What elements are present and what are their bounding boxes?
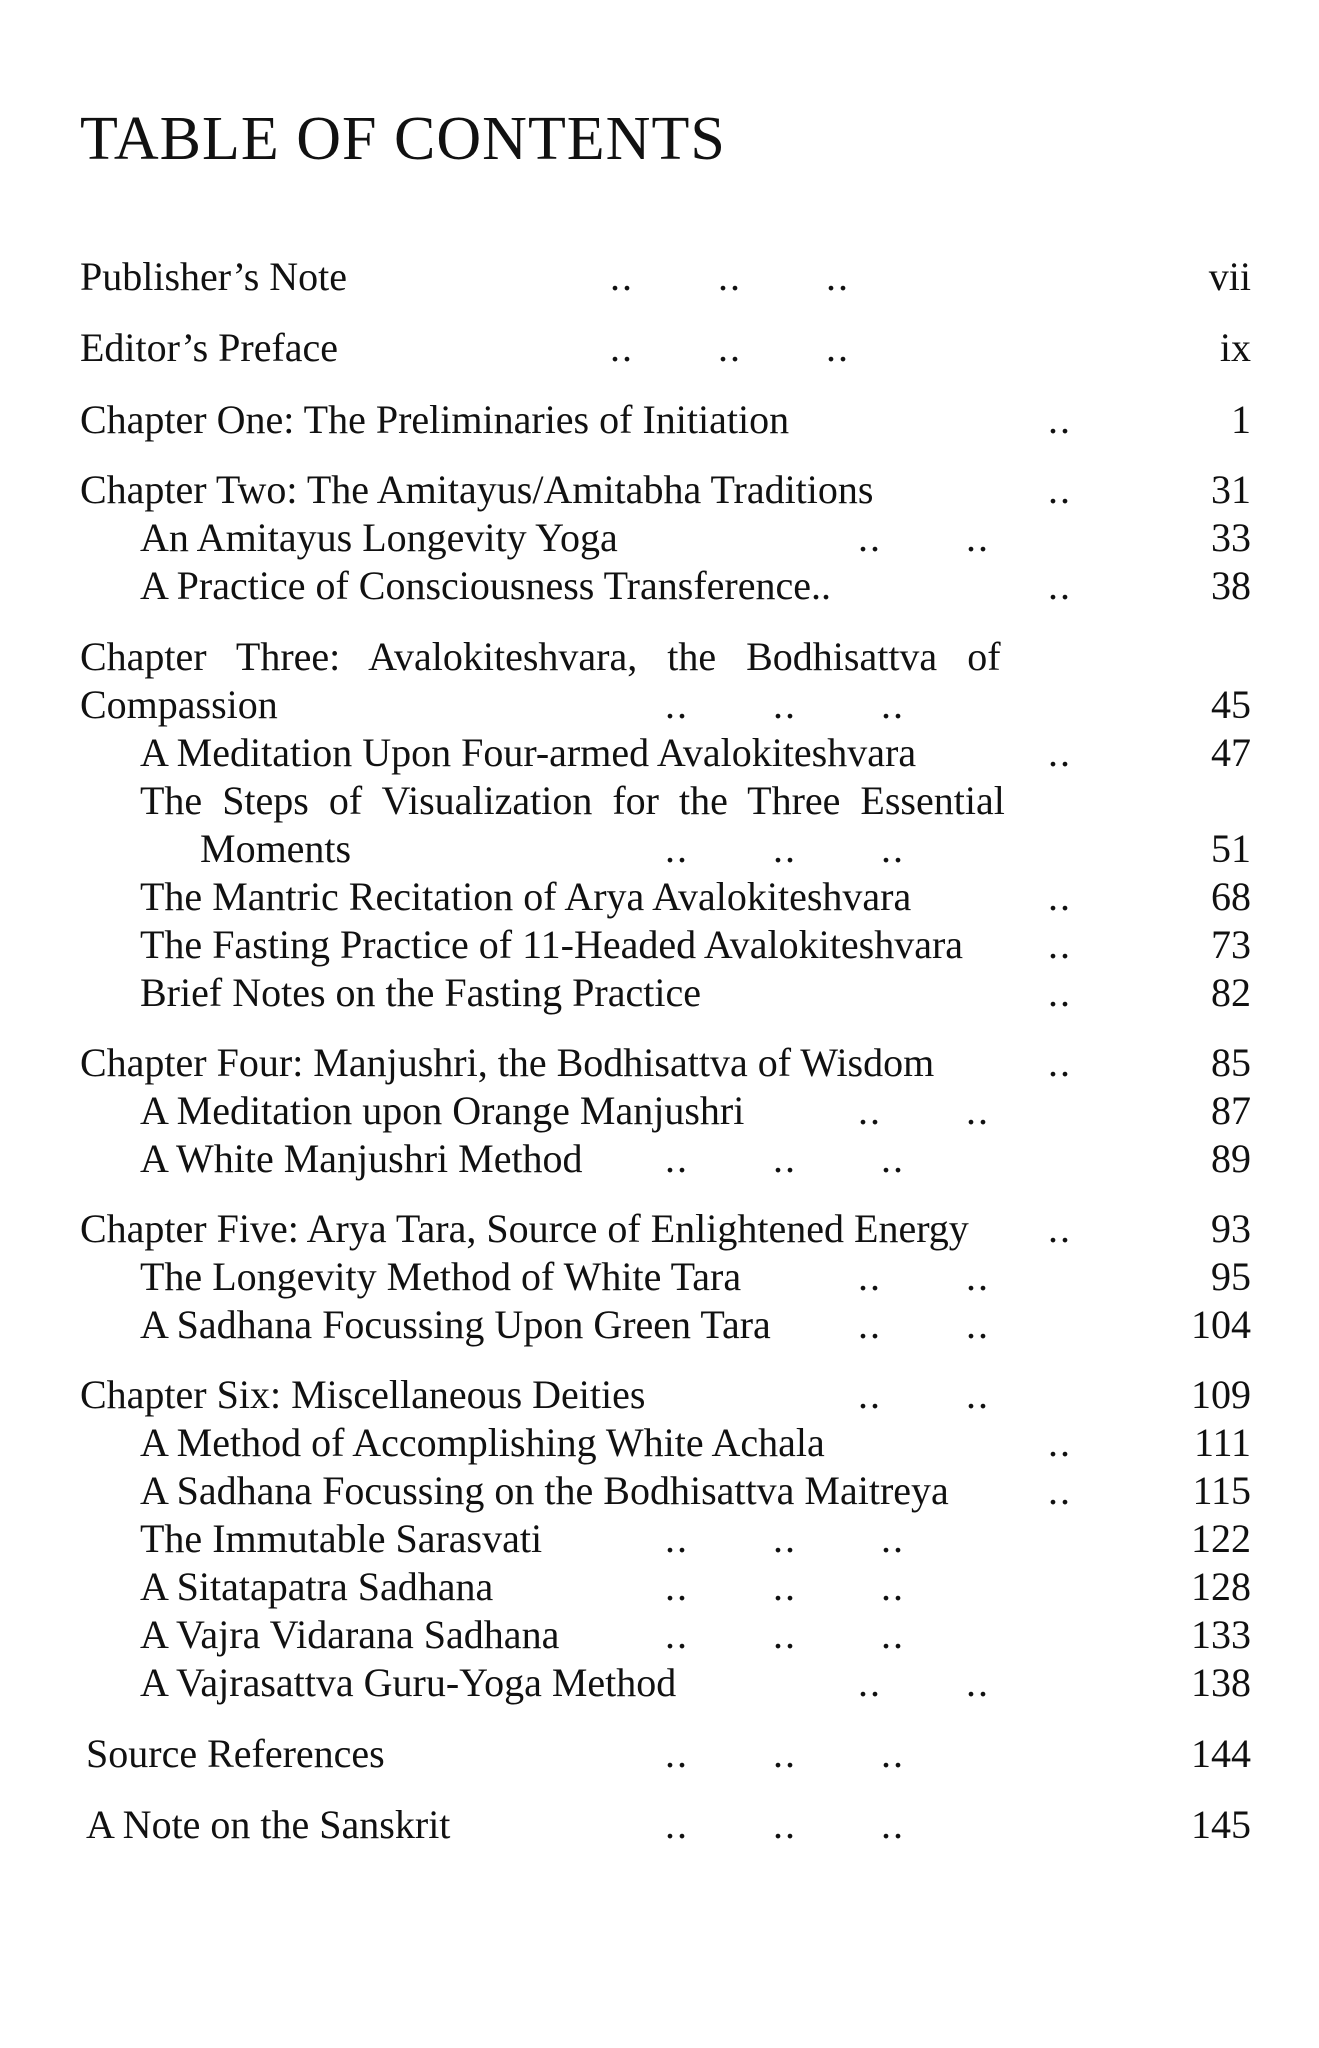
entry-label: Brief Notes on the Fasting Practice: [140, 970, 701, 1015]
toc-entry-consciousness-transference[interactable]: [0, 561, 1319, 611]
toc-entry-white-manjushri[interactable]: [0, 1134, 1319, 1184]
toc-entry-four-armed-avalokiteshvara[interactable]: [0, 728, 1319, 778]
page-number: 111: [1193, 1420, 1251, 1465]
page-number: 122: [1191, 1516, 1251, 1561]
entry-label: Chapter Five: Arya Tara, Source of Enlightened Energy: [80, 1206, 969, 1251]
entry-label: A Practice of Consciousness Transference..: [140, 563, 831, 608]
entry-label: Compassion: [80, 682, 278, 727]
entry-label: The Mantric Recitation of Arya Avalokiteshvara: [140, 874, 912, 919]
leader-dots: .. ..: [858, 1660, 990, 1705]
page-number: 138: [1191, 1660, 1251, 1705]
page-number: 85: [1211, 1040, 1251, 1085]
entry-label: Chapter Six: Miscellaneous Deities: [80, 1372, 646, 1417]
entry-label: A Note on the Sanskrit: [86, 1802, 451, 1847]
leader-dots: .. .. ..: [665, 1516, 905, 1561]
leader-dots: ..: [1048, 1040, 1072, 1085]
entry-label: Editor’s Preface: [80, 325, 339, 370]
toc-entry-vajra-vidarana[interactable]: [0, 1610, 1319, 1660]
page-number: 144: [1191, 1731, 1251, 1776]
entry-label: The Steps of Visualization for the Three Essential: [140, 778, 1005, 823]
page-number: 82: [1211, 970, 1251, 1015]
entry-label: Moments: [200, 826, 352, 871]
page-number: 145: [1191, 1802, 1251, 1847]
toc-entry-sitatapatra[interactable]: [0, 1562, 1319, 1612]
entry-label: A White Manjushri Method: [140, 1136, 583, 1181]
page-number: 1: [1231, 397, 1251, 442]
entry-label: A Vajrasattva Guru-Yoga Method: [140, 1660, 677, 1705]
leader-dots: .. .. ..: [665, 1136, 905, 1181]
entry-label: A Meditation Upon Four-armed Avalokiteshvara: [140, 730, 917, 775]
toc-entry-vajrasattva[interactable]: [0, 1658, 1319, 1708]
toc-entry-chapter-three-line2[interactable]: [0, 680, 1319, 730]
entry-label: A Sadhana Focussing Upon Green Tara: [140, 1302, 771, 1347]
page-number: 133: [1191, 1612, 1251, 1657]
toc-entry-orange-manjushri[interactable]: [0, 1086, 1319, 1136]
leader-dots: .. ..: [858, 515, 990, 560]
leader-dots: .. ..: [858, 1254, 990, 1299]
toc-entry-white-achala[interactable]: [0, 1418, 1319, 1468]
page-number: 33: [1211, 515, 1251, 560]
toc-entry-note-sanskrit[interactable]: [0, 1800, 1319, 1850]
entry-label: An Amitayus Longevity Yoga: [140, 515, 618, 560]
entry-label: A Sadhana Focussing on the Bodhisattva Maitreya: [140, 1468, 949, 1513]
leader-dots: ..: [1048, 1420, 1072, 1465]
leader-dots: ..: [1048, 730, 1072, 775]
page-number: 93: [1211, 1206, 1251, 1251]
leader-dots: ..: [1048, 1468, 1072, 1513]
entry-label: A Meditation upon Orange Manjushri: [140, 1088, 745, 1133]
leader-dots: .. ..: [858, 1372, 990, 1417]
toc-entry-maitreya[interactable]: [0, 1466, 1319, 1516]
page-number: 47: [1211, 730, 1251, 775]
toc-entry-chapter-six[interactable]: [0, 1370, 1319, 1420]
page-number: 73: [1211, 922, 1251, 967]
toc-entry-chapter-two[interactable]: [0, 465, 1319, 515]
page-number: 87: [1211, 1088, 1251, 1133]
leader-dots: ..: [1048, 970, 1072, 1015]
entry-label: A Method of Accomplishing White Achala: [140, 1420, 825, 1465]
entry-label: The Fasting Practice of 11-Headed Avalokiteshvara: [140, 922, 964, 967]
leader-dots: ..: [1048, 1206, 1072, 1251]
page-number: 68: [1211, 874, 1251, 919]
toc-entry-green-tara[interactable]: [0, 1300, 1319, 1350]
toc-entry-chapter-one[interactable]: [0, 395, 1319, 445]
toc-entry-fasting-practice[interactable]: [0, 920, 1319, 970]
toc-entry-longevity-white-tara[interactable]: [0, 1252, 1319, 1302]
page-number: ix: [1219, 325, 1251, 370]
entry-label: A Sitatapatra Sadhana: [140, 1564, 494, 1609]
toc-entry-steps-visualization-line2[interactable]: [0, 824, 1319, 874]
page-number: 128: [1191, 1564, 1251, 1609]
entry-label: Publisher’s Note: [80, 254, 348, 299]
leader-dots: ..: [1048, 563, 1072, 608]
entry-label: Chapter Two: The Amitayus/Amitabha Traditions: [80, 467, 874, 512]
entry-label: Chapter One: The Preliminaries of Initiation: [80, 397, 790, 442]
page-number: 95: [1211, 1254, 1251, 1299]
toc-entry-amitayus-longevity-yoga[interactable]: [0, 513, 1319, 563]
page-title: TABLE OF CONTENTS: [80, 105, 726, 173]
leader-dots: .. ..: [858, 1088, 990, 1133]
entry-label: Chapter Three: Avalokiteshvara, the Bodhisattva of: [80, 634, 1001, 679]
toc-entry-source-references[interactable]: [0, 1729, 1319, 1779]
leader-dots: .. .. ..: [610, 254, 850, 299]
toc-entry-editors-preface[interactable]: [0, 323, 1319, 373]
toc-entry-chapter-four[interactable]: [0, 1038, 1319, 1088]
leader-dots: .. .. ..: [665, 1802, 905, 1847]
entry-label: Chapter Four: Manjushri, the Bodhisattva of Wisdom: [80, 1040, 935, 1085]
page-number: 115: [1192, 1468, 1251, 1513]
toc-entry-chapter-three-line1[interactable]: [0, 632, 1319, 682]
entry-label: Source References: [86, 1731, 385, 1776]
entry-label: The Longevity Method of White Tara: [140, 1254, 742, 1299]
entry-label: The Immutable Sarasvati: [140, 1516, 543, 1561]
leader-dots: .. .. ..: [665, 682, 905, 727]
page-number: 45: [1211, 682, 1251, 727]
toc-entry-publishers-note[interactable]: [0, 252, 1319, 302]
leader-dots: .. ..: [858, 1302, 990, 1347]
leader-dots: .. .. ..: [665, 1612, 905, 1657]
page-number: 31: [1211, 467, 1251, 512]
page-number: 109: [1191, 1372, 1251, 1417]
toc-entry-steps-visualization-line1[interactable]: [0, 776, 1319, 826]
page-number: 89: [1211, 1136, 1251, 1181]
entry-label: A Vajra Vidarana Sadhana: [140, 1612, 560, 1657]
leader-dots: ..: [1048, 874, 1072, 919]
toc-entry-chapter-five[interactable]: [0, 1204, 1319, 1254]
page-number: 104: [1191, 1302, 1251, 1347]
leader-dots: ..: [1048, 397, 1072, 442]
leader-dots: .. .. ..: [665, 1564, 905, 1609]
leader-dots: .. .. ..: [665, 1731, 905, 1776]
leader-dots: .. .. ..: [665, 826, 905, 871]
page-number: 38: [1211, 563, 1251, 608]
leader-dots: ..: [1048, 467, 1072, 512]
page-number: vii: [1208, 254, 1251, 299]
leader-dots: .. .. ..: [610, 325, 850, 370]
toc-entry-brief-notes-fasting[interactable]: [0, 968, 1319, 1018]
page-number: 51: [1211, 826, 1251, 871]
toc-entry-sarasvati[interactable]: [0, 1514, 1319, 1564]
leader-dots: ..: [1048, 922, 1072, 967]
toc-entry-mantric-recitation[interactable]: [0, 872, 1319, 922]
